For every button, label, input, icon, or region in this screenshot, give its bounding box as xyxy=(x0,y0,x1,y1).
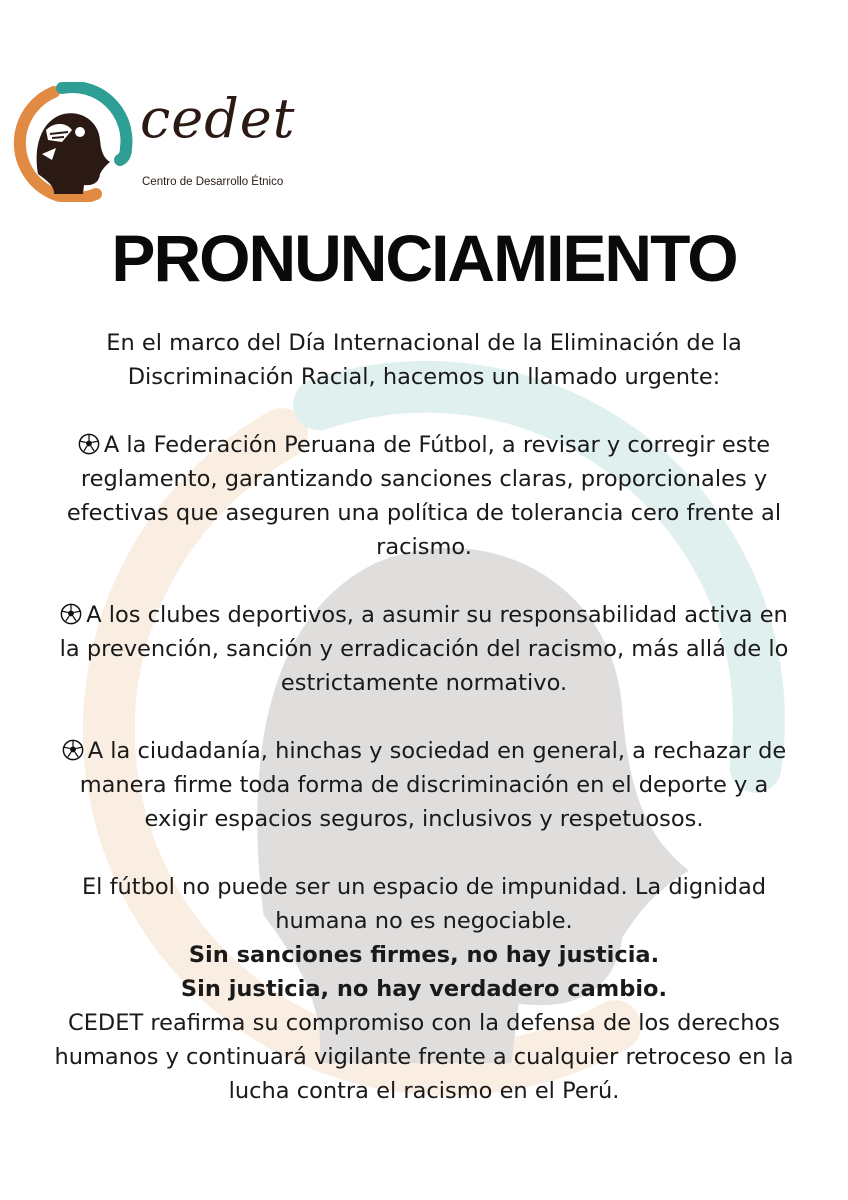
call-ciudadania xyxy=(48,734,800,836)
slogan-justicia: Sin sanciones firmes, no hay justicia. xyxy=(188,942,660,968)
soccer-ball-icon xyxy=(60,603,82,625)
logo-emblem-icon xyxy=(10,82,134,202)
soccer-ball-icon xyxy=(78,433,100,455)
page-title: PRONUNCIAMIENTO xyxy=(111,221,737,295)
intro-paragraph: En el marco del Día Internacional de la Eliminación de la Discriminación Racial, hacemos un llamado urgente: xyxy=(106,330,742,390)
slogan-cambio: Sin justicia, no hay verdadero cambio. xyxy=(180,976,668,1002)
logo-subtitle: Centro de Desarrollo Étnico xyxy=(142,176,284,188)
statement-body xyxy=(48,326,800,1108)
call-text: A la Federación Peruana de Fútbol, a revisar y corregir este reglamento, garantizando sanciones claras, proporcionales y efectivas que aseguren una política de tolerancia cero frente al racismo. xyxy=(66,432,782,560)
commitment-paragraph: CEDET reafirma su compromiso con la defensa de los derechos humanos y continuará vigilante frente a cualquier retroceso en la lucha contra el racismo en el Perú. xyxy=(54,1010,794,1104)
call-clubes xyxy=(48,598,800,700)
soccer-ball-icon xyxy=(62,739,84,761)
logo-wordmark: cedet xyxy=(140,87,296,150)
call-text: A los clubes deportivos, a asumir su responsabilidad activa en la prevención, sanción y erradicación del racismo, más allá de lo estrictamente normativo. xyxy=(59,602,789,696)
closing-statement: El fútbol no puede ser un espacio de impunidad. La dignidad humana no es negociable. xyxy=(81,874,767,934)
call-federacion xyxy=(48,428,800,564)
cedet-logo xyxy=(10,82,300,202)
call-text: A la ciudadanía, hinchas y sociedad en general, a rechazar de manera firme toda forma de discriminación en el deporte y a exigir espacios seguros, inclusivos y respetuosos. xyxy=(79,738,787,832)
